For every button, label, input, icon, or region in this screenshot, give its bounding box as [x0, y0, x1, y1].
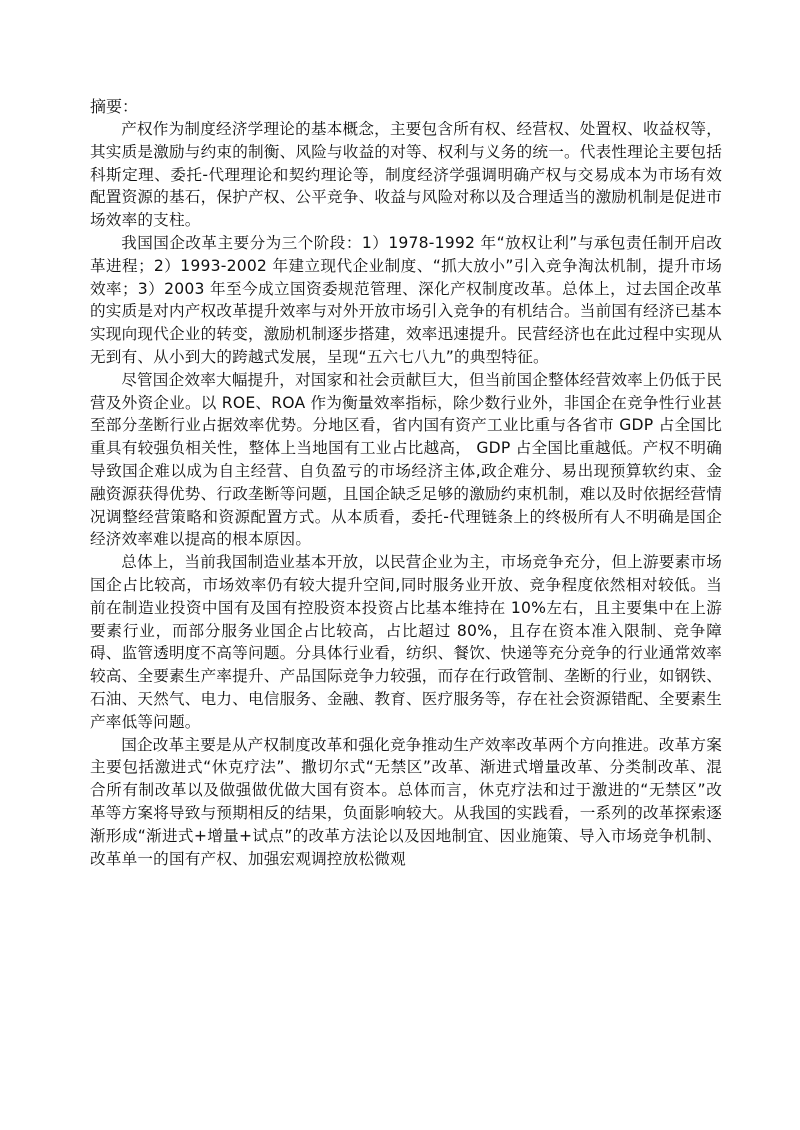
paragraph-market-openness: 总体上，当前我国制造业基本开放，以民营企业为主，市场竞争充分，但上游要素市场国企占比较高，市场效率仍有较大提升空间,同时服务业开放、竞争程度依然相对较低。当前在制造业投资中国有及国有控股资本投资占比基本维持在 10%左右，且主要集中在上游要素行业，而部分服务业国企占比较高，占比超过 80%，且存在资本准入限制、竞争障碍、监管透明度不高等问题。分具体行业看，纺织、餐饮、快递等充分竞争的行业通常效率较高、全要素生产率提升、产品国际竞争力较强，而存在行政管制、垄断的行业，如钢铁、石油、天然气、电力、电信服务、金融、教育、医疗服务等，存在社会资源错配、全要素生产率低等问题。 [90, 553, 722, 731]
paragraph-reform-directions: 国企改革主要是从产权制度改革和强化竞争推动生产效率改革两个方向推进。改革方案主要包括激进式“休克疗法”、撒切尔式“无禁区”改革、渐进式增量改革、分类制改革、混合所有制改革以及做强做优做大国有资本。总体而言，休克疗法和过于激进的“无禁区”改革等方案将导致与预期相反的结果，负面影响较大。从我国的实践看，一系列的改革探索逐渐形成“渐进式+增量+试点”的改革方法论以及因地制宜、因业施策、导入市场竞争机制、改革单一的国有产权、加强宏观调控放松微观 [90, 735, 722, 868]
abstract-heading: 摘要： [90, 97, 139, 116]
document-page [90, 95, 722, 870]
paragraph-property-rights: 产权作为制度经济学理论的基本概念，主要包含所有权、经营权、处置权、收益权等，其实质是激励与约束的制衡、风险与收益的对等、权利与义务的统一。代表性理论主要包括科斯定理、委托-代理理论和契约理论等，制度经济学强调明确产权与交易成本为市场有效配置资源的基石，保护产权、公平竞争、收益与风险对称以及合理适当的激励机制是促进市场效率的支柱。 [90, 120, 722, 230]
paragraph-reform-stages: 我国国企改革主要分为三个阶段：1）1978-1992 年“放权让利”与承包责任制开启改革进程；2）1993-2002 年建立现代企业制度、“抓大放小”引入竞争淘汰机制，提升市场效率；3）2003 年至今成立国资委规范管理、深化产权制度改革。总体上，过去国企改革的实质是对内产权改革提升效率与对外开放市场引入竞争的有机结合。当前国有经济已基本实现向现代企业的转变，激励机制逐步搭建，效率迅速提升。民营经济也在此过程中实现从无到有、从小到大的跨越式发展，呈现“五六七八九”的典型特征。 [90, 233, 722, 366]
paragraph-efficiency: 尽管国企效率大幅提升，对国家和社会贡献巨大，但当前国企整体经营效率上仍低于民营及外资企业。以 ROE、ROA 作为衡量效率指标，除少数行业外，非国企在竞争性行业甚至部分垄断行业占据效率优势。分地区看，省内国有资产工业比重与各省市 GDP 占全国比重具有较强负相关性，整体上当地国有工业占比越高， GDP 占全国比重越低。产权不明确导致国企难以成为自主经营、自负盈亏的市场经济主体,政企难分、易出现预算软约束、金融资源获得优势、行政垄断等问题，且国企缺乏足够的激励约束机制，难以及时依据经营情况调整经营策略和资源配置方式。从本质看，委托-代理链条上的终极所有人不明确是国企经济效率难以提高的根本原因。 [90, 370, 722, 549]
